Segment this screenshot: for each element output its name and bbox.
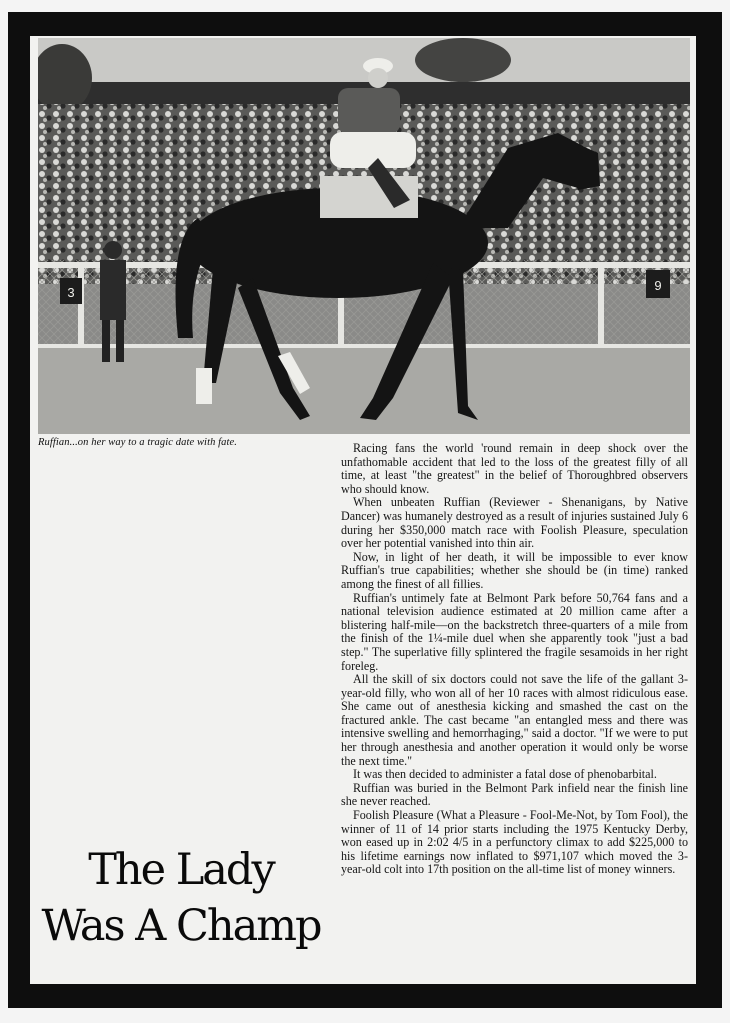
- article-paragraph: When unbeaten Ruffian (Reviewer - Shenanigans, by Native Dancer) was humanely destroyed as a result of injuries sustained July 6 during her $350,000 match race with Foolish Pleasure, speculation over her potential vanished into thin air.: [341, 495, 688, 551]
- article-paragraph: Now, in light of her death, it will be impossible to ever know Ruffian's true capabilities; whether she should be (in time) ranked among the finest of all fillies.: [341, 549, 688, 591]
- article-paragraph: Racing fans the world 'round remain in deep shock over the unfathomable accident that led to the loss of the greatest filly of all time, at least "the greatest" in the belief of Thoroughbred observers who should know.: [341, 441, 688, 496]
- article-paragraph: It was then decided to administer a fatal dose of phenobarbital.: [353, 767, 657, 782]
- article-body: [341, 442, 688, 877]
- article-paragraph: Foolish Pleasure (What a Pleasure - Fool-Me-Not, by Tom Fool), the winner of 11 of 14 prior starts including the 1975 Kentucky Derby, won eased up in 2:02 4/5 in a perfunctory climax to add $225,000 to his lifetime earnings now inflated to $971,107 which moved the 3-year-old colt into 17th position on the all-time list of money winners.: [341, 808, 688, 877]
- article-paragraph: Ruffian's untimely fate at Belmont Park before 50,764 fans and a national television audience estimated at 20 million came after a blistering half-mile—on the backstretch three-quarters of a mile from the finish of the 1¼-mile duel when she apparently took "just a bad step." The superlative filly splintered the fragile sesamoids in her right foreleg.: [341, 590, 688, 673]
- photo-caption: Ruffian...on her way to a tragic date with fate.: [38, 437, 238, 448]
- rail-number-right: 9: [654, 278, 662, 293]
- race-photo: [38, 38, 690, 434]
- article-paragraph: All the skill of six doctors could not save the life of the gallant 3-year-old filly, who won all of her 10 races with almost ridiculous ease. She came out of anesthesia kicking and smashed the cast on the fractured ankle. The cast became "an entangled mess and there was intensive swelling and hemorrhaging," said a doctor. "If we were to put her through anesthesia and another operation it would only be worse the next time.": [341, 672, 688, 768]
- headline-line-1: The Lady: [88, 845, 274, 895]
- headline-line-2: Was A Champ: [41, 901, 321, 951]
- article-paragraph: Ruffian was buried in the Belmont Park infield near the finish line she never reached.: [341, 780, 688, 809]
- rail-number-left: 3: [67, 285, 75, 300]
- headline: [40, 842, 322, 954]
